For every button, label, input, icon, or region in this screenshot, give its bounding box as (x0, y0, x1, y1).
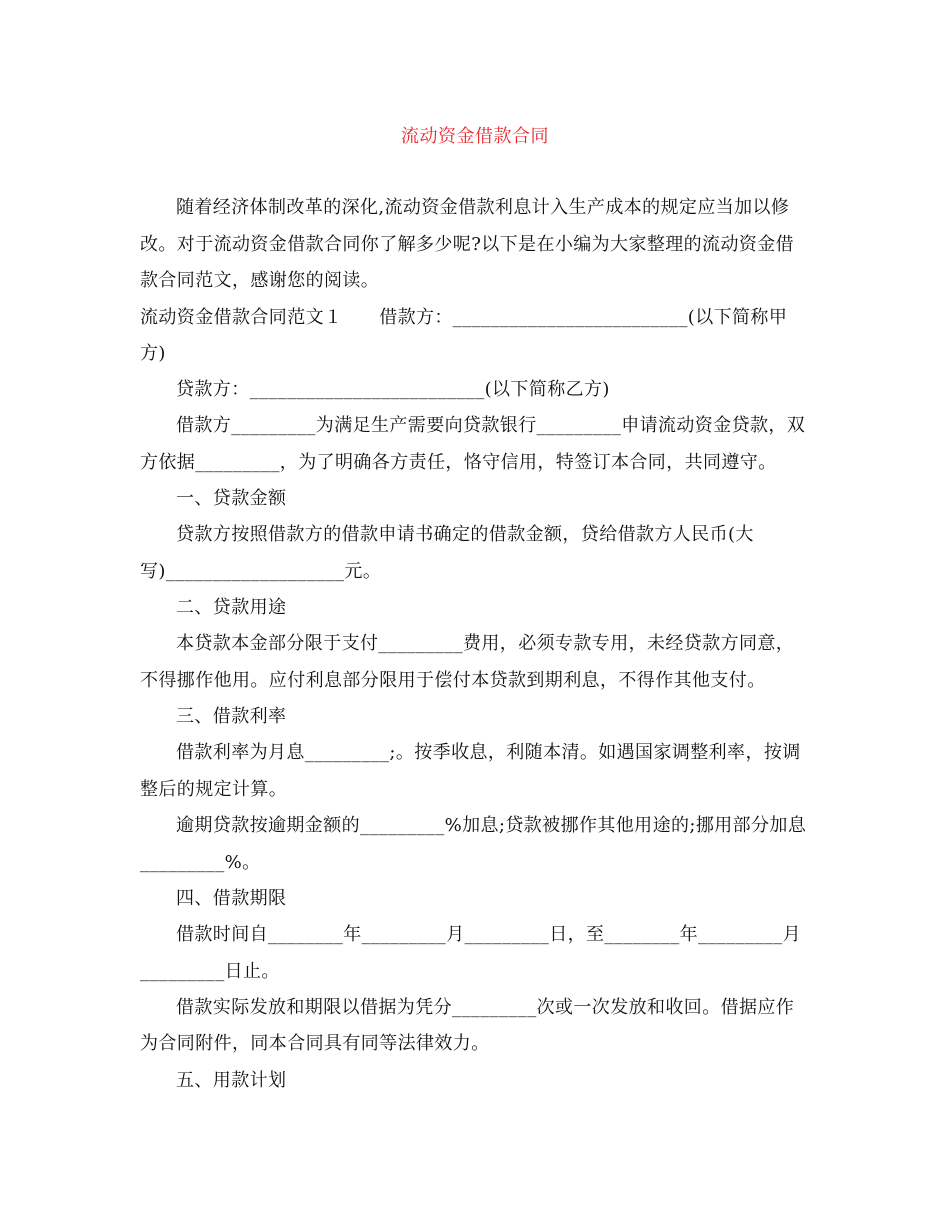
paragraph-line: 方依据_________，为了明确各方责任，恪守信用，特签订本合同，共同遵守。 (140, 452, 777, 473)
paragraph-line: 不得挪作他用。应付利息部分限用于偿付本贷款到期利息，不得作其他支付。 (140, 670, 766, 691)
section-heading: 四、借款期限 (176, 888, 287, 909)
paragraph-line: 为合同附件，同本合同具有同等法律效力。 (140, 1033, 490, 1054)
paragraph-line: 随着经济体制改革的深化,流动资金借款利息计入生产成本的规定应当加以修 (176, 197, 790, 218)
document-title: 流动资金借款合同 (401, 126, 549, 147)
paragraph-line: _________日止。 (140, 961, 280, 982)
paragraph-line: 改。对于流动资金借款合同你了解多少呢?以下是在小编为大家整理的流动资金借 (140, 234, 795, 255)
paragraph-line: 逾期贷款按逾期金额的_________%加息;贷款被挪作其他用途的;挪用部分加息 (176, 815, 807, 836)
paragraph-line: 贷款方：_________________________(以下简称乙方) (176, 379, 610, 400)
paragraph-line: 借款时间自________年_________月_________日，至________年_________月 (176, 924, 801, 945)
paragraph-line: 整后的规定计算。 (140, 779, 288, 800)
paragraph-line: 方) (140, 343, 166, 364)
paragraph-line: 本贷款本金部分限于支付_________费用，必须专款专用，未经贷款方同意， (176, 633, 795, 654)
paragraph-line: 流动资金借款合同范文１ 借款方：_________________________(以下简称甲 (140, 307, 788, 328)
paragraph-line: 借款利率为月息_________;。按季收息，利随本清。如遇国家调整利率，按调 (176, 742, 801, 763)
paragraph-line: _________%。 (140, 852, 261, 873)
paragraph-line: 借款方_________为满足生产需要向贷款银行_________申请流动资金贷款，双 (176, 415, 806, 436)
section-heading: 五、用款计划 (176, 1070, 287, 1091)
paragraph-line: 款合同范文，感谢您的阅读。 (140, 270, 380, 291)
section-heading: 二、贷款用途 (176, 597, 287, 618)
paragraph-line: 写)___________________元。 (140, 561, 382, 582)
section-heading: 三、借款利率 (176, 706, 287, 727)
paragraph-line: 贷款方按照借款方的借款申请书确定的借款金额，贷给借款方人民币(大 (176, 524, 754, 545)
section-heading: 一、贷款金额 (176, 488, 287, 509)
paragraph-line: 借款实际发放和期限以借据为凭分_________次或一次发放和收回。借据应作 (176, 997, 795, 1018)
